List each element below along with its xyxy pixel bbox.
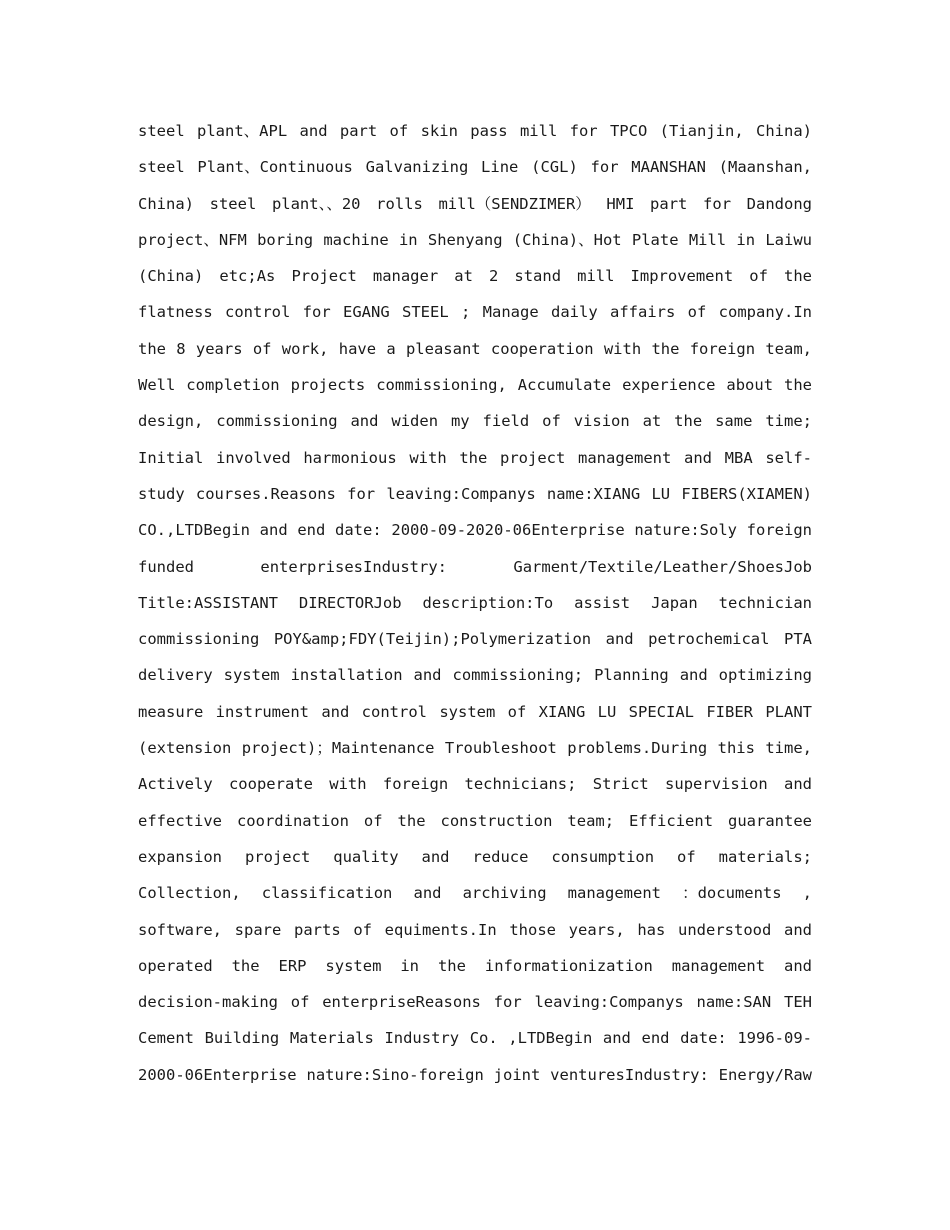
text-line: Initial involved harmonious with the project management and MBA self- [138, 448, 812, 467]
text-line: decision-making of enterpriseReasons for leaving:Companys name:SAN TEH [138, 993, 812, 1012]
text-line: steel plant、APL and part of skin pass mill for TPCO (Tianjin, China) [138, 122, 812, 140]
text-line: measure instrument and control system of XIANG LU SPECIAL FIBER PLANT [138, 702, 812, 721]
text-line: 2000-06Enterprise nature:Sino-foreign joint venturesIndustry: Energy/Raw [138, 1065, 812, 1084]
text-line: Cement Building Materials Industry Co. ,LTDBegin and end date: 1996-09- [138, 1029, 812, 1048]
body-text [138, 113, 812, 1093]
text-line: Actively cooperate with foreign technicians; Strict supervision and [138, 775, 812, 794]
text-line: study courses.Reasons for leaving:Companys name:XIANG LU FIBERS(XIAMEN) [138, 484, 812, 503]
text-line: Collection, classification and archiving management ：documents , [138, 884, 812, 903]
text-line: Title:ASSISTANT DIRECTORJob description:To assist Japan technician [138, 593, 812, 612]
text-line: China) steel plant、、20 rolls mill（SENDZIMER） HMI part for Dandong [138, 194, 812, 213]
text-line: delivery system installation and commissioning; Planning and optimizing [138, 666, 812, 685]
text-line: Well completion projects commissioning, Accumulate experience about the [138, 376, 812, 395]
text-line: funded enterprisesIndustry: Garment/Textile/Leather/ShoesJob [138, 557, 812, 576]
text-line: steel Plant、Continuous Galvanizing Line (CGL) for MAANSHAN (Maanshan, [138, 158, 812, 177]
text-line: (China) etc;As Project manager at 2 stand mill Improvement of the [138, 267, 812, 286]
text-line: software, spare parts of equiments.In those years, has understood and [138, 920, 812, 939]
text-line: operated the ERP system in the informationization management and [138, 956, 812, 975]
text-line: commissioning POY&amp;FDY(Teijin);Polymerization and petrochemical PTA [138, 630, 812, 649]
text-line: effective coordination of the construction team; Efficient guarantee [138, 811, 812, 830]
text-line: CO.,LTDBegin and end date: 2000-09-2020-06Enterprise nature:Soly foreign [138, 521, 812, 540]
text-line: the 8 years of work, have a pleasant cooperation with the foreign team, [138, 339, 812, 358]
text-line: (extension project)；Maintenance Troubleshoot problems.During this time, [138, 739, 812, 758]
text-line: expansion project quality and reduce consumption of materials; [138, 847, 812, 866]
text-line: project、NFM boring machine in Shenyang (China)、Hot Plate Mill in Laiwu [138, 230, 812, 249]
text-line: flatness control for EGANG STEEL ; Manage daily affairs of company.In [138, 303, 812, 322]
text-line: design, commissioning and widen my field of vision at the same time; [138, 412, 812, 431]
